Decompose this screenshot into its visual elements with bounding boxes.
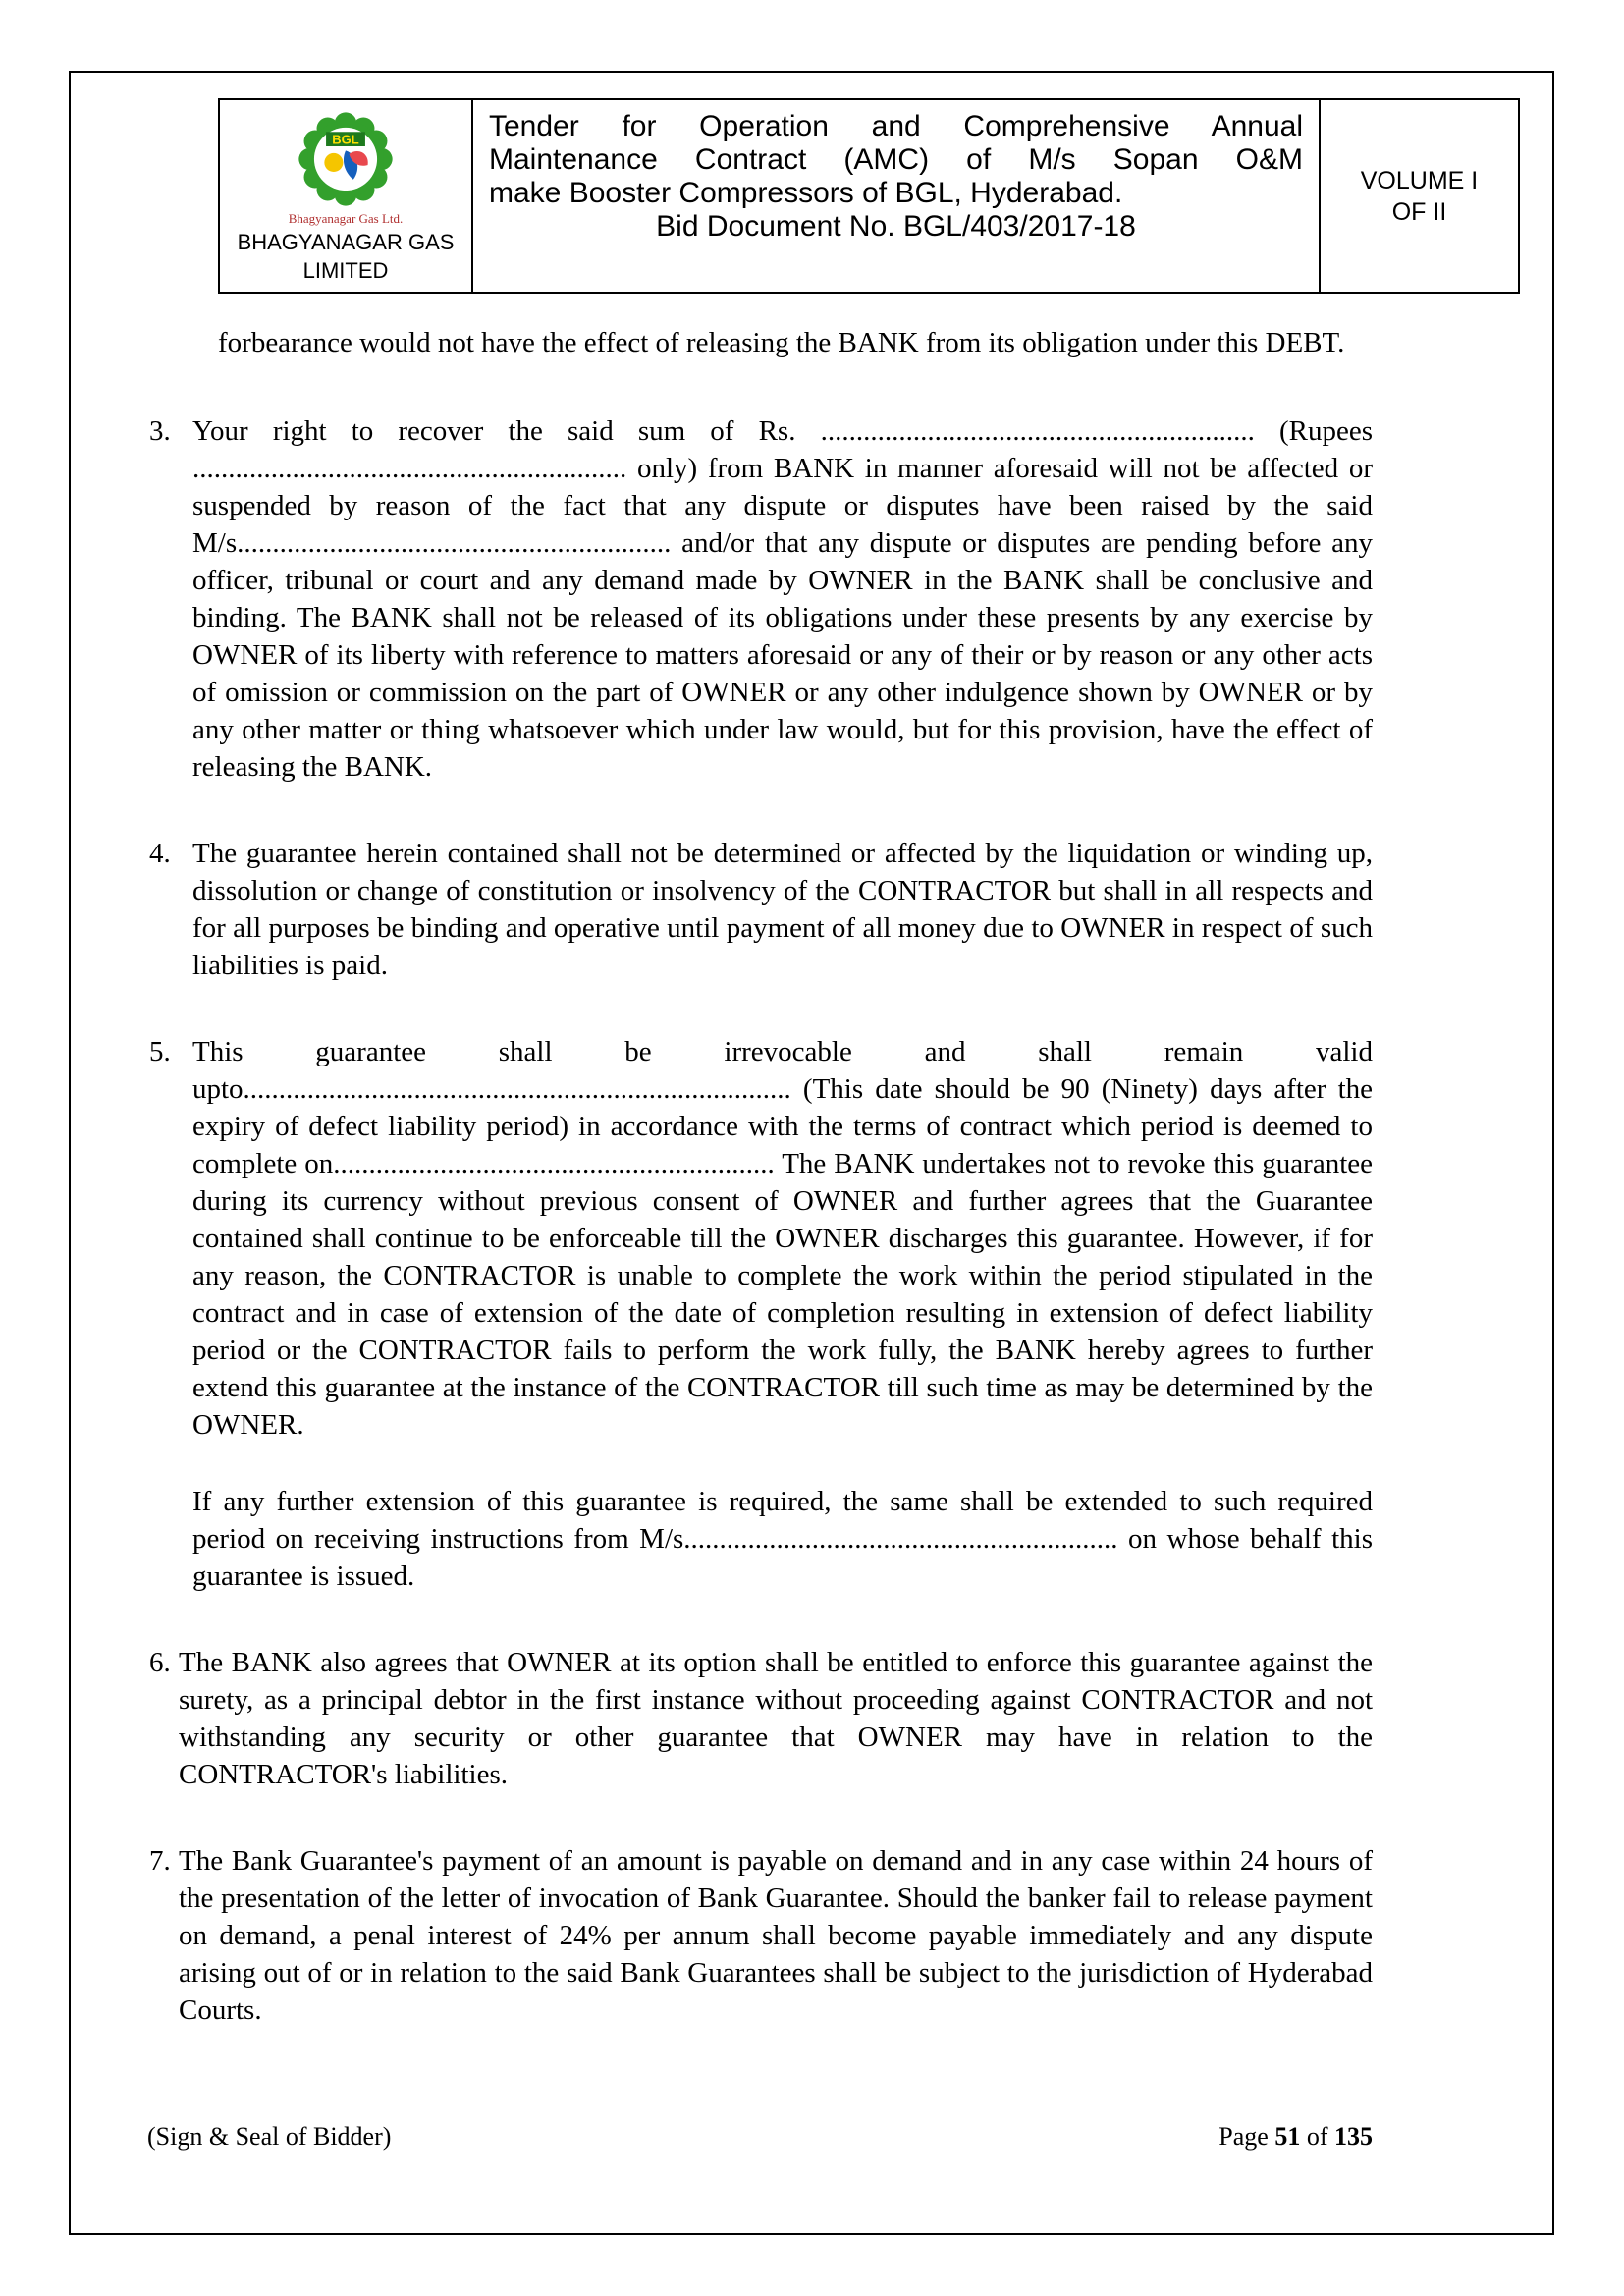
list-item-7: [147, 1842, 1373, 2029]
logo-sun-shape: [324, 153, 343, 172]
list-number: 5.: [149, 1036, 171, 1067]
tender-title-cell: [473, 100, 1321, 292]
sign-seal-note: (Sign & Seal of Bidder): [147, 2122, 392, 2151]
list-text: The Bank Guarantee's payment of an amount is payable on demand and in any case within 24 hours of the presentation of the letter of invocation of Bank Guarantee. Should the banker fail to release payment on demand, a penal interest of 24% per annum shall become payable immediately and any dispute arising out of or in relation to the said Bank Guarantees shall be subject to the jurisdiction of Hyderabad Courts.: [179, 1845, 1373, 2026]
page-of-label: of: [1300, 2122, 1334, 2151]
tender-title-line: Maintenance Contract (AMC) of M/s Sopan O&M: [489, 143, 1303, 176]
list-item-4: [147, 835, 1373, 984]
volume-line2: OF II: [1391, 197, 1447, 226]
list-text: Your right to recover the said sum of Rs. ............................................................. (Rupees ............................................................. only) from BANK in manner aforesaid will not be affected or suspended by reason of the fact that any dispute or disputes have been raised by the said M/s............................................................. and/or that any dispute or disputes are pending before any officer, tribunal or court and any demand made by OWNER in the BANK shall be conclusive and binding. The BANK shall not be released of its obligations under these presents by any exercise by OWNER of its liberty with reference to matters aforesaid or any of their or by reason or any other acts of omission or commission on the part of OWNER or any other indulgence shown by OWNER or by any other matter or thing whatsoever which under law would, but for this provision, have the effect of releasing the BANK.: [192, 415, 1373, 783]
paragraph-intro: forbearance would not have the effect of releasing the BANK from its obligation under this DEBT.: [218, 327, 1345, 358]
page-label: Page: [1218, 2122, 1275, 2151]
list-text: The BANK also agrees that OWNER at its option shall be entitled to enforce this guarantee against the surety, as a principal debtor in the first instance without proceeding against CONTRACTOR and not withstanding any security or other guarantee that OWNER may have in relation to the CONTRACTOR's liabilities.: [179, 1647, 1373, 1790]
page-number: [1218, 2121, 1373, 2153]
page-footer: [147, 2121, 1373, 2153]
logo-monogram: BGL: [332, 132, 359, 147]
list-number: 7.: [149, 1845, 171, 1877]
list-text: The guarantee herein contained shall not be determined or affected by the liquidation or winding up, dissolution or change of constitution or insolvency of the CONTRACTOR but shall in all respects and for all purposes be binding and operative until payment of all money due to OWNER in respect of such liabilities is paid.: [192, 838, 1373, 981]
list-text-continuation: If any further extension of this guarantee is required, the same shall be extended to such required period on receiving instructions from M/s............................................................. on whose behalf this guarantee is issued.: [192, 1486, 1373, 1592]
list-item-6: [147, 1644, 1373, 1793]
org-name-line2: LIMITED: [302, 258, 389, 283]
bid-document-number: Bid Document No. BGL/403/2017-18: [656, 210, 1136, 243]
tender-title-line: make Booster Compressors of BGL, Hyderabad.: [489, 177, 1123, 209]
bgl-logo-icon: [295, 108, 397, 210]
page-current: 51: [1274, 2122, 1301, 2151]
list-number: 6.: [149, 1647, 171, 1678]
document-body: [147, 324, 1373, 2078]
list-number: 3.: [149, 415, 171, 447]
document-header: [218, 98, 1520, 294]
list-number: 4.: [149, 838, 171, 869]
logo-caption: Bhagyanagar Gas Ltd.: [288, 211, 404, 226]
volume-cell: [1321, 100, 1518, 292]
list-text: This guarantee shall be irrevocable and shall remain valid upto............................................................................. (This date should be 90 (Ninety) days after the expiry of defect liability period) in accordance with the terms of contract which period is deemed to complete on.............................................................. The BANK undertakes not to revoke this guarantee during its currency without previous consent of OWNER and further agrees that the Guarantee contained shall continue to be enforceable till the OWNER discharges this guarantee. However, if for any reason, the CONTRACTOR is unable to complete the work within the period stipulated in the contract and in case of extension of the date of completion resulting in extension of defect liability period or the CONTRACTOR fails to perform the work fully, the BANK hereby agrees to further extend this guarantee at the instance of the CONTRACTOR till such time as may be determined by the OWNER.: [192, 1036, 1373, 1441]
list-item-5: [147, 1033, 1373, 1595]
tender-title-line: Tender for Operation and Comprehensive Annual: [489, 110, 1303, 142]
org-name-line1: BHAGYANAGAR GAS: [237, 230, 455, 254]
volume-line1: VOLUME I: [1360, 166, 1479, 194]
logo-cell: [220, 100, 473, 292]
list-item-3: [147, 412, 1373, 786]
page-total: 135: [1334, 2122, 1373, 2151]
